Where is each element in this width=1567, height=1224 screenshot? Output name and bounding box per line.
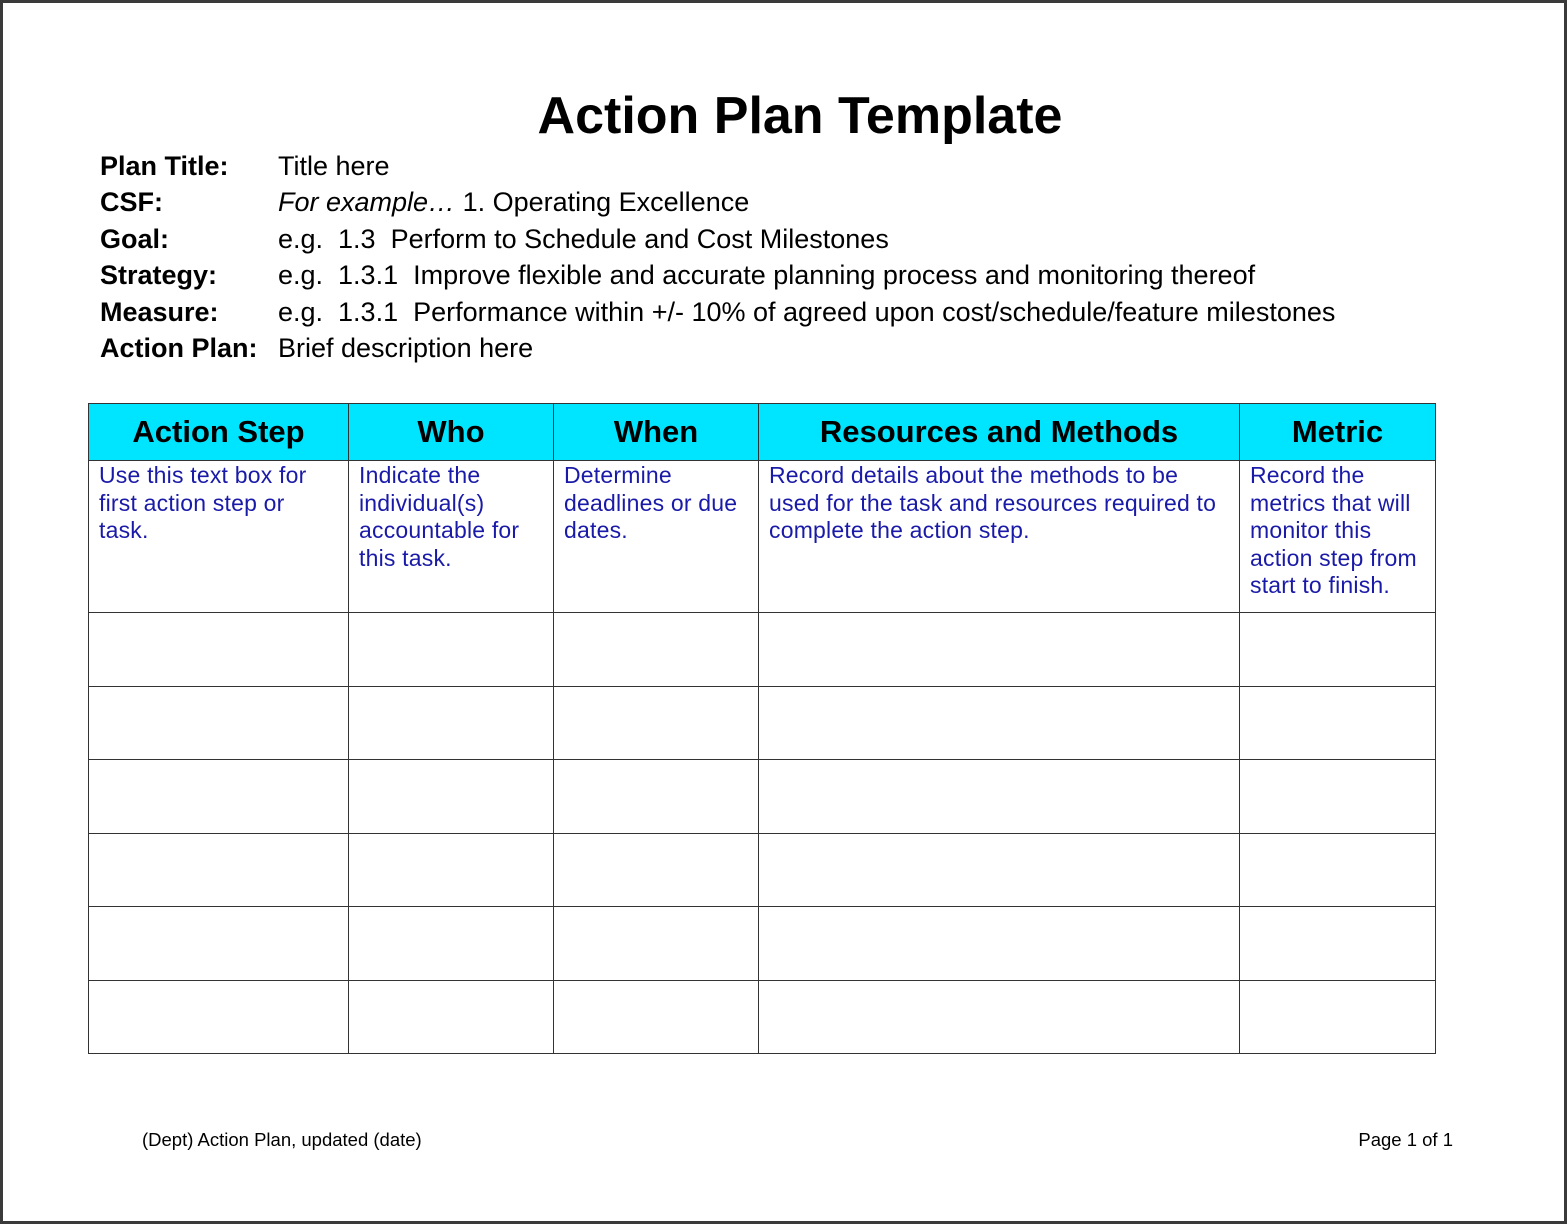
table-cell[interactable] bbox=[89, 686, 349, 760]
measure-label: Measure: bbox=[100, 296, 219, 327]
guidance-resources-and-methods[interactable]: Record details about the methods to be used for the task and resources required to complete the action step. bbox=[759, 461, 1240, 613]
table-cell[interactable] bbox=[1240, 907, 1436, 981]
table-cell[interactable] bbox=[554, 613, 759, 687]
csf-label: CSF: bbox=[100, 187, 163, 218]
table-cell[interactable] bbox=[759, 980, 1240, 1054]
header-action-step: Action Step bbox=[89, 404, 349, 461]
table-cell[interactable] bbox=[349, 760, 554, 834]
footer-page-number: Page 1 of 1 bbox=[1358, 1129, 1453, 1150]
table-cell[interactable] bbox=[1240, 613, 1436, 687]
plan-title-label: Plan Title: bbox=[100, 151, 229, 181]
table-cell[interactable] bbox=[759, 613, 1240, 687]
guidance-action-step[interactable]: Use this text box for first action step or task. bbox=[89, 461, 349, 613]
header-metric: Metric bbox=[1240, 404, 1436, 461]
table-row bbox=[89, 980, 1436, 1054]
footer-document-info: (Dept) Action Plan, updated (date) bbox=[142, 1129, 422, 1150]
table-cell[interactable] bbox=[1240, 760, 1436, 834]
action-plan-value[interactable]: Brief description here bbox=[278, 332, 534, 363]
table-row bbox=[89, 833, 1436, 907]
table-cell[interactable] bbox=[554, 980, 759, 1054]
strategy-label: Strategy: bbox=[100, 260, 218, 291]
table-cell[interactable] bbox=[759, 907, 1240, 981]
table-row bbox=[89, 907, 1436, 981]
table-cell[interactable] bbox=[349, 613, 554, 687]
table-cell[interactable] bbox=[89, 760, 349, 834]
document-title: Action Plan Template bbox=[537, 87, 1063, 145]
table-cell[interactable] bbox=[554, 686, 759, 760]
table-row bbox=[89, 613, 1436, 687]
table-header-row bbox=[89, 404, 1436, 461]
plan-title-value[interactable]: Title here bbox=[278, 151, 390, 181]
action-plan-label: Action Plan: bbox=[100, 332, 258, 363]
strategy-value[interactable]: e.g. 1.3.1 Improve flexible and accurate planning process and monitoring thereof bbox=[278, 260, 1256, 291]
table-cell[interactable] bbox=[89, 833, 349, 907]
guidance-metric[interactable]: Record the metrics that will monitor this action step from start to finish. bbox=[1240, 461, 1436, 613]
table-cell[interactable] bbox=[759, 686, 1240, 760]
table-cell[interactable] bbox=[349, 833, 554, 907]
csf-value: 1. Operating Excellence bbox=[455, 187, 750, 218]
table-cell[interactable] bbox=[554, 833, 759, 907]
csf-value-prefix: For example… bbox=[278, 187, 456, 218]
table-cell[interactable] bbox=[349, 686, 554, 760]
table-cell[interactable] bbox=[759, 760, 1240, 834]
table-cell[interactable] bbox=[349, 980, 554, 1054]
table-cell[interactable] bbox=[1240, 833, 1436, 907]
goal-value[interactable]: e.g. 1.3 Perform to Schedule and Cost Milestones bbox=[278, 223, 889, 254]
action-plan-table bbox=[88, 403, 1436, 1054]
table-cell[interactable] bbox=[89, 907, 349, 981]
table-cell[interactable] bbox=[759, 833, 1240, 907]
table-cell[interactable] bbox=[349, 907, 554, 981]
table-cell[interactable] bbox=[89, 980, 349, 1054]
csf-value-wrap[interactable] bbox=[278, 184, 749, 220]
table-cell[interactable] bbox=[1240, 980, 1436, 1054]
table-row-guidance bbox=[89, 461, 1436, 613]
table-cell[interactable] bbox=[1240, 686, 1436, 760]
table-cell[interactable] bbox=[554, 907, 759, 981]
header-when: When bbox=[554, 404, 759, 461]
header-who: Who bbox=[349, 404, 554, 461]
measure-value[interactable]: e.g. 1.3.1 Performance within +/- 10% of agreed upon cost/schedule/feature milestones bbox=[278, 296, 1336, 327]
goal-label: Goal: bbox=[100, 223, 170, 254]
header-resources-and-methods: Resources and Methods bbox=[759, 404, 1240, 461]
table-row bbox=[89, 760, 1436, 834]
table-row bbox=[89, 686, 1436, 760]
table-cell[interactable] bbox=[89, 613, 349, 687]
table-cell[interactable] bbox=[554, 760, 759, 834]
guidance-who[interactable]: Indicate the individual(s) accountable for this task. bbox=[349, 461, 554, 613]
guidance-when[interactable]: Determine deadlines or due dates. bbox=[554, 461, 759, 613]
